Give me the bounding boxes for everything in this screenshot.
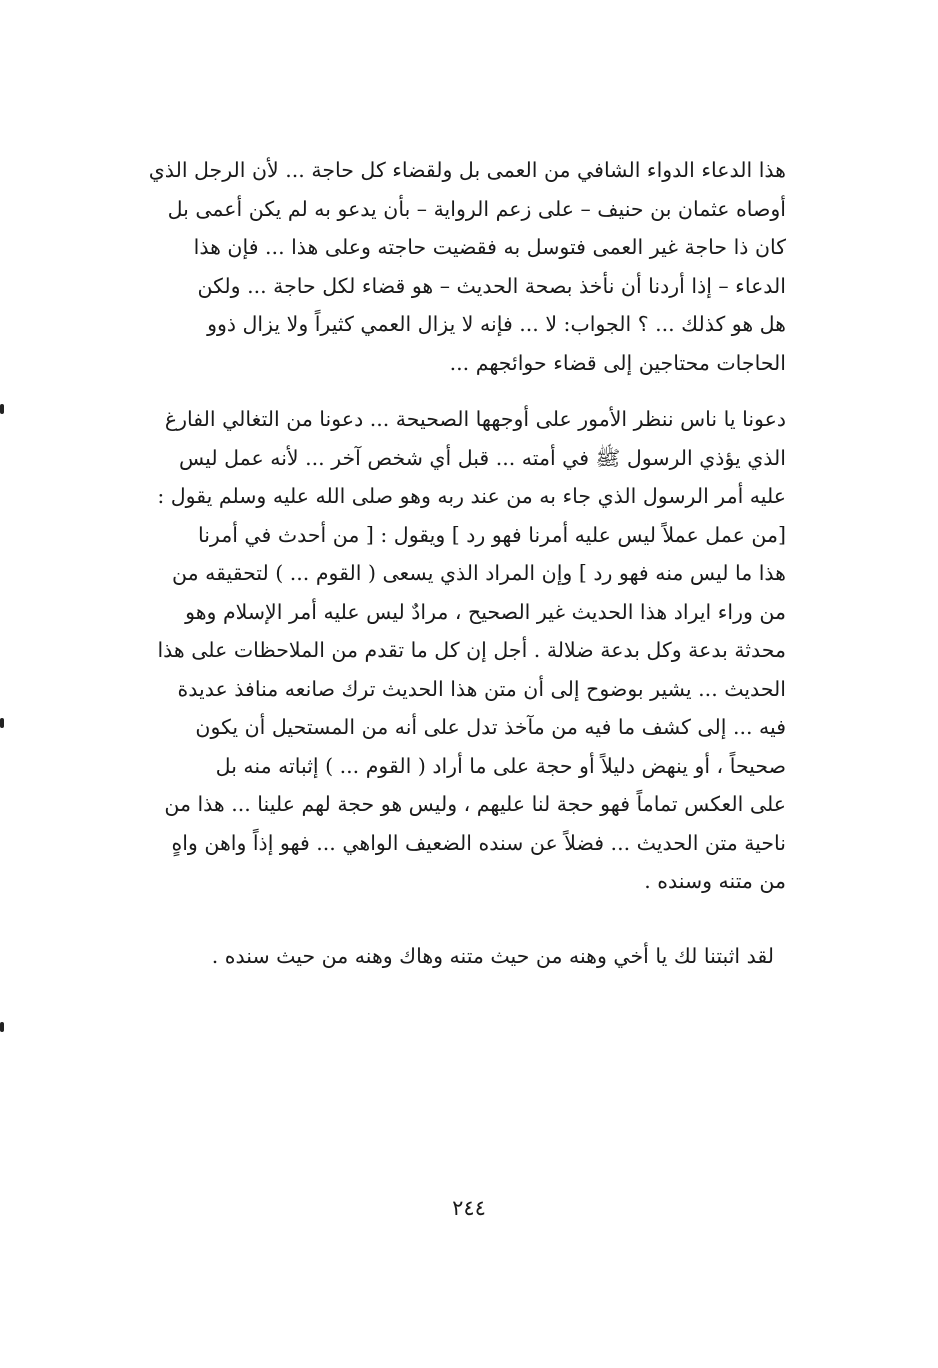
text-line: هذا ما ليس منه فهو رد ] وإن المراد الذي يسعى ( القوم ... ) لتحقيقه من xyxy=(172,561,786,585)
text-line: هل هو كذلك ... ؟ الجواب: لا ... فإنه لا يزال العمي كثيراً ولا يزال ذوو xyxy=(207,312,786,336)
page-number: ٢٤٤ xyxy=(452,1196,486,1220)
text-line: لقد اثبتنا لك يا أخي وهنه من حيث متنه وهاك وهنه من حيث سنده . xyxy=(211,944,774,968)
text-line: ناحية متن الحديث ... فضلاً عن سنده الضعيف الواهي ... فهو إذاً واهن واهٍ xyxy=(171,830,786,855)
paragraph-2 xyxy=(92,400,786,901)
text-line: من متنه وسنده . xyxy=(644,869,786,893)
text-line: عليه أمر الرسول الذي جاء به من عند ربه وهو صلى الله عليه وسلم يقول : xyxy=(157,484,786,508)
text-line: فيه ... إلى كشف ما فيه من مآخذ تدل على أنه من المستحيل أن يكون xyxy=(195,715,786,739)
text-line: هذا الدعاء الدواء الشافي من العمى بل ولقضاء كل حاجة ... لأن الرجل الذي xyxy=(148,158,786,182)
text-line: صحيحاً ، أو ينهض دليلاً أو حجة على ما أراد ( القوم ... ) إثباته منه بل xyxy=(215,753,786,778)
text-line: دعونا يا ناس ننظر الأمور على أوجهها الصحيحة ... دعونا من التغالي الفارغ xyxy=(164,407,786,431)
text-line: الدعاء – إذا أردنا أن نأخذ بصحة الحديث – هو قضاء لكل حاجة ... ولكن xyxy=(197,273,786,298)
text-line: الحديث ... يشير بوضوح إلى أن متن هذا الحديث ترك صانعه منافذ عديدة xyxy=(177,676,786,701)
text-line: الحاجات محتاجين إلى قضاء حوائجهم ... xyxy=(449,350,786,375)
scan-edge-mark xyxy=(0,718,4,728)
text-line: على العكس تماماً فهو حجة لنا عليهم ، وليس هو حجة لهم علينا ... هذا من xyxy=(164,792,786,816)
text-line: كان ذا حاجة غير العمى فتوسل به فقضيت حاجته وعلى هذا ... فإن هذا xyxy=(193,235,786,259)
text-line: محدثة بدعة وكل بدعة ضلالة . أجل إن كل ما تقدم من الملاحظات على هذا xyxy=(157,638,786,662)
text-line: أوصاه عثمان بن حنيف – على زعم الرواية – بأن يدعو به لم يكن أعمى بل xyxy=(167,196,786,221)
scan-edge-mark xyxy=(0,404,4,414)
text-line: [من عمل عملاً ليس عليه أمرنا فهو رد ] ويقول : [ من أحدث في أمرنا xyxy=(197,522,786,547)
paragraph-1 xyxy=(92,151,786,382)
text-line: من وراء ايراد هذا الحديث غير الصحيح ، مرادٌ ليس عليه أمر الإسلام وهو xyxy=(185,599,786,624)
text-line: الذي يؤذي الرسول ﷺ في أمته ... قبل أي شخص آخر ... لأنه عمل ليس xyxy=(179,445,786,470)
paragraph-3 xyxy=(92,937,786,976)
scan-edge-mark xyxy=(0,1022,4,1032)
